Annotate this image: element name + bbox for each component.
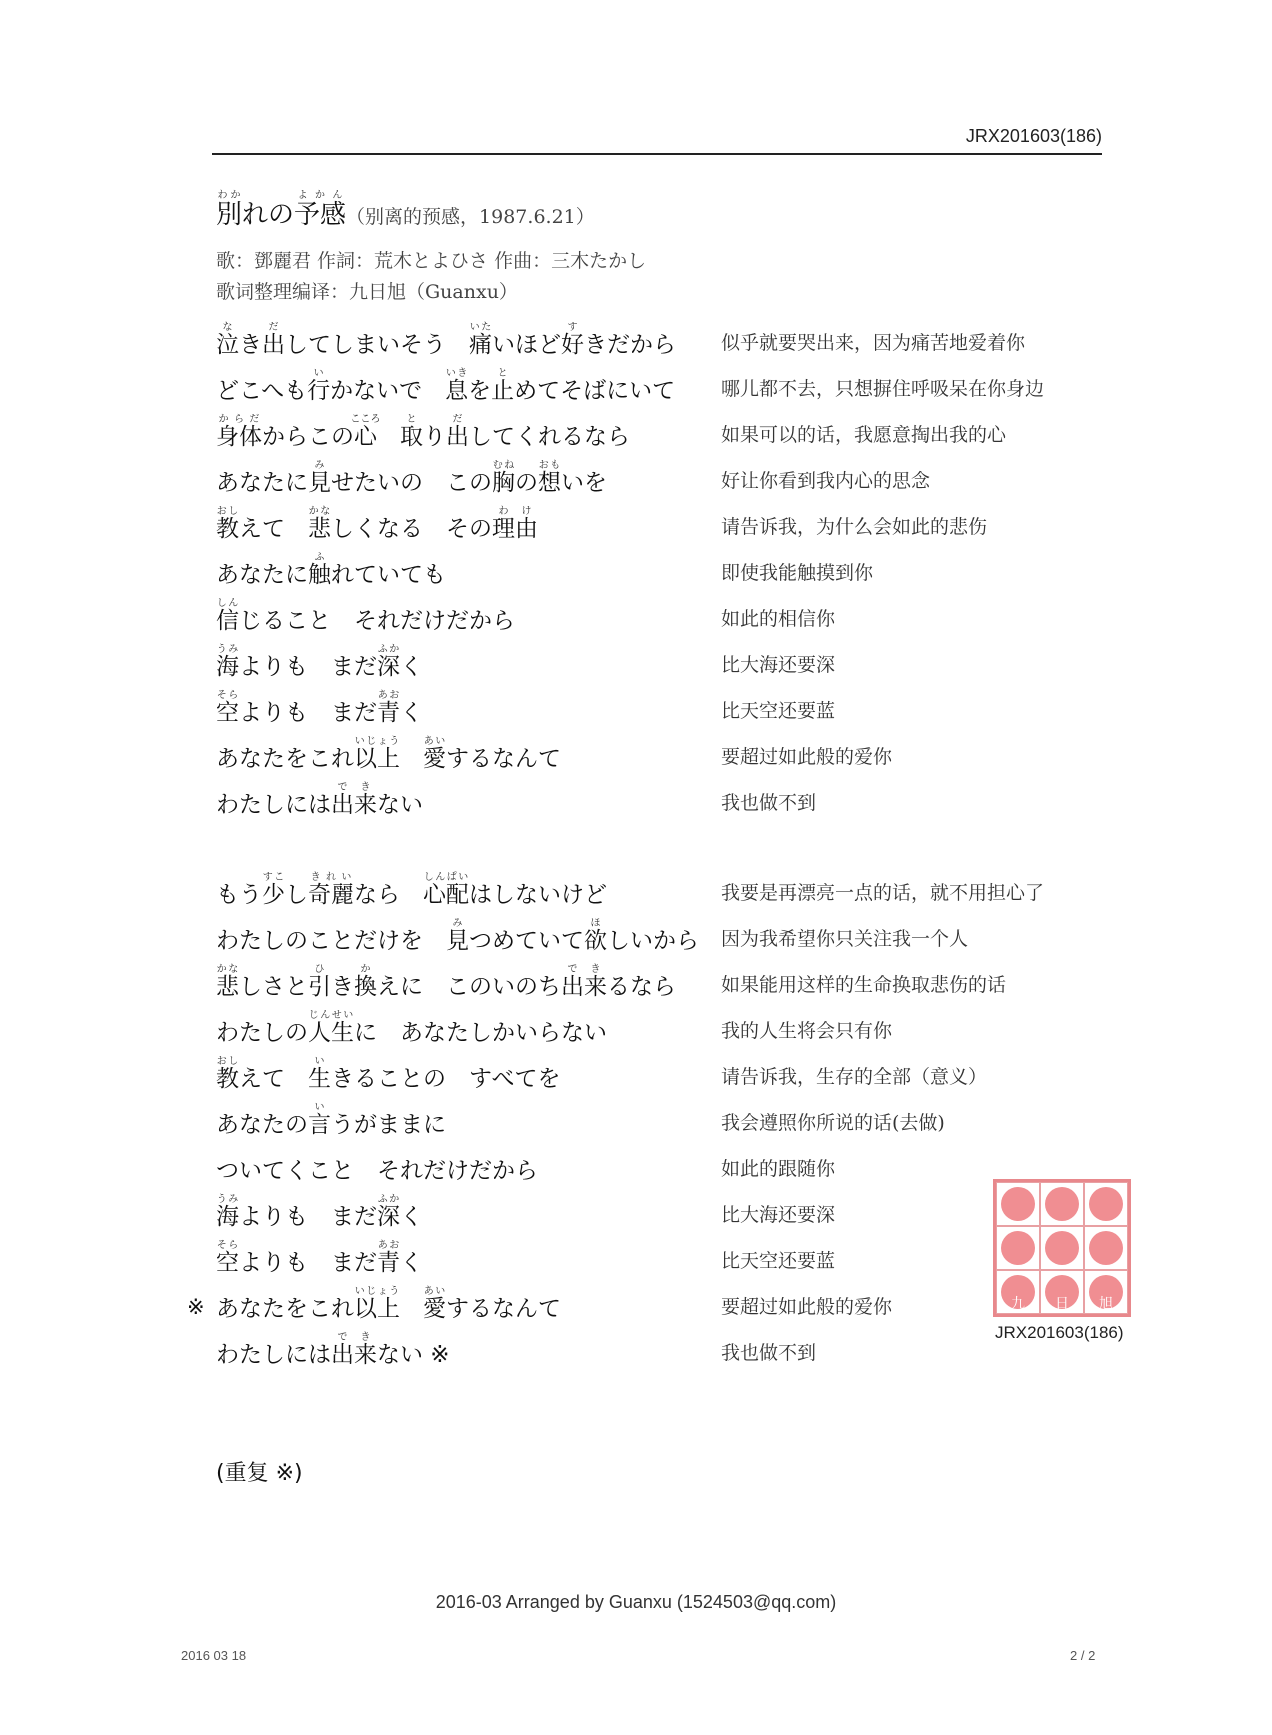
lyric-text: の <box>515 470 538 496</box>
ruby-word: 泣な <box>216 322 239 358</box>
ruby-word: 奇麗きれい <box>308 872 354 908</box>
lyric-line <box>0 455 1272 501</box>
seal-stamp <box>993 1179 1131 1317</box>
lyric-text: からこの <box>262 424 354 450</box>
japanese-lyric <box>216 782 423 817</box>
ruby-word: 別わか <box>216 190 243 230</box>
furigana: でき <box>561 964 607 975</box>
chinese-translation: 比天空还要蓝 <box>721 700 836 722</box>
stamp-dot <box>1089 1231 1123 1265</box>
stamp-cell <box>1084 1270 1128 1314</box>
chinese-translation: 请告诉我，生存的全部（意义） <box>721 1066 988 1088</box>
lyric-text: わたしのことだけを <box>216 928 446 954</box>
lyric-line <box>0 913 1272 959</box>
japanese-lyric <box>216 1056 561 1091</box>
ruby-word: 出来でき <box>331 782 377 818</box>
furigana: しんぱい <box>423 872 469 883</box>
lyric-line <box>0 317 1272 363</box>
chinese-translation: 如果可以的话，我愿意掏出我的心 <box>721 424 1007 446</box>
japanese-lyric <box>216 1010 607 1045</box>
furigana: あお <box>377 1240 400 1251</box>
furigana: あい <box>423 736 446 747</box>
furigana: な <box>216 322 239 333</box>
furigana: ほ <box>584 918 607 929</box>
lyric-text: するなんて <box>446 1296 561 1322</box>
furigana: うみ <box>216 1194 239 1205</box>
lyric-line <box>0 639 1272 685</box>
japanese-lyric <box>216 1332 450 1367</box>
lyric-text: きることの すべてを <box>331 1066 561 1092</box>
lyric-text: るなら <box>607 974 676 1000</box>
ruby-word: 引ひ <box>308 964 331 1000</box>
furigana: うみ <box>216 644 239 655</box>
stamp-dot <box>1001 1231 1035 1265</box>
ruby-word: 深ふか <box>377 1194 400 1230</box>
chinese-translation: 要超过如此般的爱你 <box>721 1296 893 1318</box>
ruby-word: 教おし <box>216 506 239 542</box>
furigana: でき <box>331 782 377 793</box>
lyric-line <box>0 685 1272 731</box>
chinese-translation: 如此的相信你 <box>721 608 836 630</box>
stamp-cell <box>1084 1226 1128 1270</box>
song-subtitle: （别离的预感，1987.6.21） <box>346 206 595 228</box>
lyric-text: く <box>400 1204 423 1230</box>
chinese-translation: 比天空还要蓝 <box>721 1250 836 1272</box>
chinese-translation: 我的人生将会只有你 <box>721 1020 893 1042</box>
stamp-dot <box>1001 1187 1035 1221</box>
ruby-word: 行い <box>307 368 331 404</box>
ruby-word: 以上いじょう <box>354 736 400 772</box>
ruby-word: 見み <box>308 460 331 496</box>
ruby-word: 心配しんぱい <box>423 872 469 908</box>
ruby-word: 海うみ <box>216 644 239 680</box>
chinese-translation: 我也做不到 <box>721 792 817 814</box>
lyric-text: あなたの <box>216 1112 308 1138</box>
ruby-word: 心こころ <box>350 414 381 450</box>
stamp-cell <box>1040 1182 1084 1226</box>
ruby-word: 青あお <box>377 690 400 726</box>
japanese-lyric <box>216 460 607 495</box>
lyric-text: せたいの この <box>331 470 492 496</box>
ruby-word: 出来でき <box>561 964 607 1000</box>
lyric-text: に あなたしかいらない <box>354 1020 607 1046</box>
japanese-lyric <box>216 506 538 541</box>
chinese-translation: 哪儿都不去，只想摒住呼吸呆在你身边 <box>721 378 1045 400</box>
lyric-text: いほど <box>492 332 561 358</box>
chinese-translation: 似乎就要哭出来，因为痛苦地爱着你 <box>721 332 1026 354</box>
furigana: そら <box>216 690 239 701</box>
lyric-text: わたしには <box>216 1342 331 1368</box>
furigana: そら <box>216 1240 239 1251</box>
lyric-text: してくれるなら <box>469 424 630 450</box>
furigana: み <box>446 918 469 929</box>
ruby-word: 空そら <box>216 1240 239 1276</box>
ruby-word: 取と <box>400 414 423 450</box>
japanese-lyric <box>216 322 676 357</box>
lyric-text: ない <box>377 792 423 818</box>
lyric-text: わたしの <box>216 1020 308 1046</box>
print-date: 2016 03 18 <box>181 1648 247 1663</box>
japanese-lyric <box>216 1194 423 1229</box>
furigana: ふか <box>377 1194 400 1205</box>
ruby-word: 以上いじょう <box>354 1286 400 1322</box>
furigana: きれい <box>308 872 354 883</box>
chinese-translation: 我要是再漂亮一点的话，就不用担心了 <box>721 882 1045 904</box>
japanese-lyric <box>216 1102 446 1137</box>
chinese-translation: 即使我能触摸到你 <box>721 562 874 584</box>
japanese-lyric <box>216 644 423 679</box>
chinese-translation: 如此的跟随你 <box>721 1158 836 1180</box>
stamp-character: 旭 <box>1099 1296 1113 1312</box>
furigana: あい <box>423 1286 446 1297</box>
ruby-word: 胸むね <box>492 460 515 496</box>
ruby-word: 換か <box>354 964 377 1000</box>
furigana: おし <box>216 1056 239 1067</box>
ruby-word: 信しん <box>216 598 239 634</box>
ruby-word: 息いき <box>445 368 469 404</box>
lyric-text: しくなる その <box>331 516 492 542</box>
page-number: 2 / 2 <box>1070 1648 1096 1663</box>
furigana: かな <box>308 506 331 517</box>
lyric-line <box>0 1097 1272 1143</box>
lyric-line <box>0 867 1272 913</box>
stamp-dot <box>1089 1187 1123 1221</box>
song-title-japanese <box>216 190 347 230</box>
lyric-line <box>0 959 1272 1005</box>
lyric-text: きだから <box>584 332 676 358</box>
ruby-word: 想おも <box>538 460 561 496</box>
furigana: ふか <box>377 644 400 655</box>
lyric-text: つめていて <box>469 928 584 954</box>
chinese-translation: 我会遵照你所说的话(去做) <box>721 1112 945 1134</box>
lyric-line <box>0 409 1272 455</box>
furigana: かな <box>216 964 239 975</box>
chinese-translation: 好让你看到我内心的思念 <box>721 470 931 492</box>
furigana: じんせい <box>308 1010 354 1021</box>
ruby-word: 生い <box>308 1056 331 1092</box>
lyric-text: ついてくこと それだけだから <box>216 1158 538 1184</box>
japanese-lyric <box>216 1160 538 1183</box>
lyric-text: してしまいそう <box>285 332 469 358</box>
repeat-note: (重复 ※) <box>216 1461 303 1486</box>
furigana: と <box>491 368 515 379</box>
lyric-text: えて <box>239 516 308 542</box>
lyric-text: き <box>239 332 262 358</box>
ruby-word: 悲かな <box>216 964 239 1000</box>
stamp-cell <box>996 1226 1040 1270</box>
lyric-text <box>400 746 423 772</box>
ruby-word: 欲ほ <box>584 918 607 954</box>
lyric-text: ない ※ <box>377 1342 450 1368</box>
furigana: い <box>307 368 331 379</box>
ruby-word: 愛あい <box>423 1286 446 1322</box>
furigana: すこ <box>262 872 285 883</box>
lyric-text: あなたに <box>216 470 308 496</box>
lyric-text: よりも まだ <box>239 700 377 726</box>
chinese-translation: 要超过如此般的爱你 <box>721 746 893 768</box>
lyric-text: じること それだけだから <box>239 608 515 634</box>
furigana: す <box>561 322 584 333</box>
lyric-line <box>0 731 1272 777</box>
furigana: いじょう <box>354 736 400 747</box>
furigana: わか <box>216 190 243 201</box>
lyric-text: よりも まだ <box>239 654 377 680</box>
lyric-text: もう <box>216 882 262 908</box>
lyric-text: く <box>400 654 423 680</box>
furigana: いき <box>445 368 469 379</box>
chinese-translation: 比大海还要深 <box>721 654 836 676</box>
furigana: い <box>308 1056 331 1067</box>
furigana: でき <box>331 1332 377 1343</box>
lyric-text: はしないけど <box>469 882 607 908</box>
furigana: いた <box>469 322 492 333</box>
furigana: こころ <box>350 414 381 425</box>
ruby-word: 空そら <box>216 690 239 726</box>
japanese-lyric <box>216 872 607 907</box>
ruby-word: 出だ <box>262 322 285 358</box>
chorus-mark: ※ <box>187 1295 205 1319</box>
stamp-cell <box>996 1270 1040 1314</box>
furigana: いじょう <box>354 1286 400 1297</box>
lyric-text: よりも まだ <box>239 1250 377 1276</box>
ruby-word: 愛あい <box>423 736 446 772</box>
ruby-word: 痛いた <box>469 322 492 358</box>
lyric-text: めてそばにいて <box>514 378 676 404</box>
chinese-translation: 请告诉我，为什么会如此的悲伤 <box>721 516 988 538</box>
lyric-line <box>0 1005 1272 1051</box>
lyric-text: あなたをこれ <box>216 746 354 772</box>
furigana: ふ <box>308 552 331 563</box>
stamp-cell <box>1084 1182 1128 1226</box>
verse-1 <box>0 317 1272 823</box>
furigana: おも <box>538 460 561 471</box>
ruby-word: 理由わけ <box>492 506 538 542</box>
lyric-text: れの <box>242 200 295 230</box>
stamp-dot <box>1045 1231 1079 1265</box>
japanese-lyric <box>216 1286 561 1321</box>
japanese-lyric <box>216 690 423 725</box>
lyric-text: かないで <box>330 378 446 404</box>
furigana: と <box>400 414 423 425</box>
lyric-line <box>0 1051 1272 1097</box>
lyric-text: し <box>285 882 308 908</box>
lyric-text: するなんて <box>446 746 561 772</box>
lyric-text: く <box>400 1250 423 1276</box>
furigana: おし <box>216 506 239 517</box>
lyric-text: り <box>423 424 446 450</box>
stamp-character: 九 <box>1011 1296 1025 1312</box>
ruby-word: 人生じんせい <box>308 1010 354 1046</box>
japanese-lyric <box>216 736 561 771</box>
lyric-text: しさと <box>239 974 308 1000</box>
header-rule <box>212 153 1102 155</box>
stamp-label: JRX201603(186) <box>995 1323 1124 1342</box>
ruby-word: 止と <box>491 368 515 404</box>
lyric-text: なら <box>354 882 423 908</box>
song-credits: 歌：鄧麗君 作詞：荒木とよひさ 作曲：三木たかし <box>216 250 647 272</box>
arranger-credit: 歌词整理编译：九日旭（Guanxu） <box>216 281 518 303</box>
lyric-text: を <box>468 378 492 404</box>
chinese-translation: 我也做不到 <box>721 1342 817 1364</box>
lyric-line <box>0 501 1272 547</box>
ruby-word: 海うみ <box>216 1194 239 1230</box>
stamp-character: 日 <box>1055 1296 1069 1312</box>
lyric-line <box>0 547 1272 593</box>
lyric-text: えて <box>239 1066 308 1092</box>
lyric-line <box>0 363 1272 409</box>
japanese-lyric <box>216 552 446 587</box>
japanese-lyric <box>216 918 699 953</box>
furigana: よかん <box>294 190 347 201</box>
ruby-word: 青あお <box>377 1240 400 1276</box>
lyric-text <box>400 1296 423 1322</box>
lyric-text <box>377 424 400 450</box>
furigana: むね <box>492 460 515 471</box>
furigana: み <box>308 460 331 471</box>
lyric-text: えに このいのち <box>377 974 561 1000</box>
lyric-text: き <box>331 974 354 1000</box>
ruby-word: 触ふ <box>308 552 331 588</box>
furigana: からだ <box>216 414 262 425</box>
lyric-text: あなたに <box>216 562 308 588</box>
japanese-lyric <box>216 414 630 449</box>
furigana: か <box>354 964 377 975</box>
ruby-word: 教おし <box>216 1056 239 1092</box>
stamp-cell <box>996 1182 1040 1226</box>
lyric-text: しいから <box>607 928 699 954</box>
furigana: い <box>308 1102 331 1113</box>
footer-credit: 2016-03 Arranged by Guanxu (1524503@qq.com) <box>435 1592 837 1612</box>
stamp-cell <box>1040 1226 1084 1270</box>
ruby-word: 深ふか <box>377 644 400 680</box>
chinese-translation: 如果能用这样的生命换取悲伤的话 <box>721 974 1007 996</box>
ruby-word: 予感よかん <box>294 190 347 230</box>
ruby-word: 出だ <box>446 414 469 450</box>
furigana: わけ <box>492 506 538 517</box>
lyric-text: うがままに <box>331 1112 446 1138</box>
furigana: あお <box>377 690 400 701</box>
document-code: JRX201603(186) <box>965 126 1102 146</box>
japanese-lyric <box>216 964 676 999</box>
furigana: だ <box>446 414 469 425</box>
song-title <box>216 190 595 231</box>
lyric-text: れていても <box>331 562 446 588</box>
furigana: ひ <box>308 964 331 975</box>
lyric-text: わたしには <box>216 792 331 818</box>
lyric-text: あなたをこれ <box>216 1296 354 1322</box>
furigana: しん <box>216 598 239 609</box>
ruby-word: 少すこ <box>262 872 285 908</box>
lyric-text: く <box>400 700 423 726</box>
ruby-word: 出来でき <box>331 1332 377 1368</box>
ruby-word: 見み <box>446 918 469 954</box>
ruby-word: 身体からだ <box>216 414 262 450</box>
chinese-translation: 比大海还要深 <box>721 1204 836 1226</box>
lyric-text: よりも まだ <box>239 1204 377 1230</box>
japanese-lyric <box>216 1240 423 1275</box>
chinese-translation: 因为我希望你只关注我一个人 <box>721 928 969 950</box>
japanese-lyric <box>216 368 675 403</box>
furigana: だ <box>262 322 285 333</box>
ruby-word: 悲かな <box>308 506 331 542</box>
lyric-text: いを <box>561 470 607 496</box>
lyric-text: どこへも <box>216 378 308 404</box>
ruby-word: 言い <box>308 1102 331 1138</box>
lyric-line <box>0 593 1272 639</box>
japanese-lyric <box>216 598 515 633</box>
ruby-word: 好す <box>561 322 584 358</box>
stamp-dot <box>1045 1187 1079 1221</box>
stamp-cell <box>1040 1270 1084 1314</box>
lyric-line <box>0 777 1272 823</box>
